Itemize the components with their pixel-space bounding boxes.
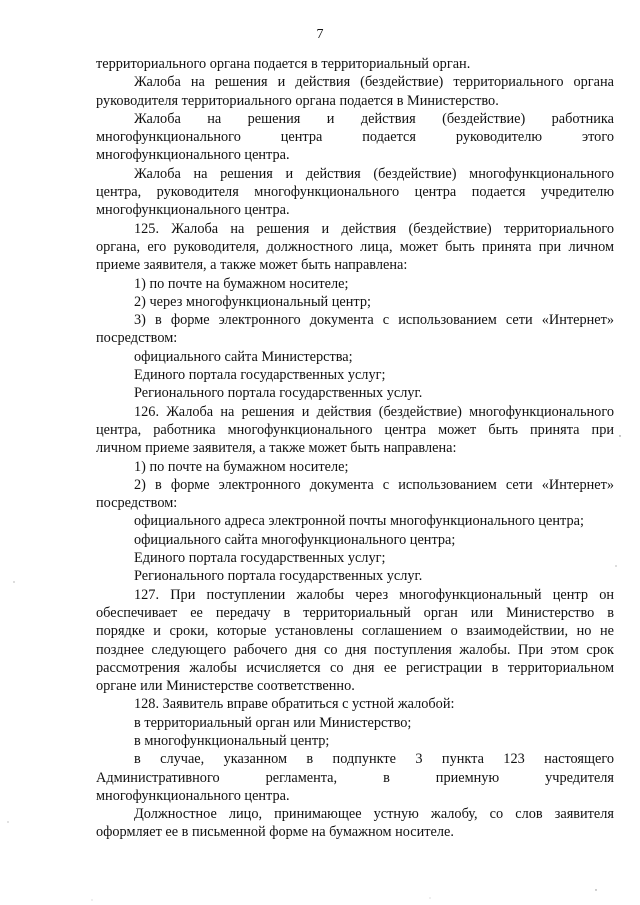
text-line: 3) в форме электронного документа с использованием сети «Интернет» [134,312,614,329]
text-line: Административного регламента, в приемную учредителя [96,769,614,786]
body-text [96,55,614,842]
text-line: 127. При поступлении жалобы через многофункциональный центр он [134,586,614,603]
text-line: многофункционального центра подается руководителю этого [96,129,614,146]
text-line: официального адреса электронной почты многофункционального центра; [134,513,584,530]
page-number: 7 [316,27,324,42]
text-line: 1) по почте на бумажном носителе; [134,458,349,475]
text-line: Жалоба на решения и действия (бездействие) территориального органа [134,74,614,91]
text-line: приеме заявителя, а также может быть направлена: [96,257,408,274]
text-line: в многофункциональный центр; [134,732,330,749]
text-line: органе или Министерстве соответственно. [96,678,355,695]
text-line: 128. Заявитель вправе обратиться с устной жалобой: [134,696,455,713]
text-line: Единого портала государственных услуг; [134,367,386,384]
text-line: Регионального портала государственных услуг. [134,568,423,585]
text-line: Регионального портала государственных услуг. [134,385,423,402]
text-line: 126. Жалоба на решения и действия (бездействие) многофункционального [134,403,614,420]
text-line: Единого портала государственных услуг; [134,550,386,567]
text-line: многофункционального центра. [96,787,290,804]
text-line: Жалоба на решения и действия (бездействие) работника [134,110,614,127]
text-line: многофункционального центра. [96,147,290,164]
text-line: 2) в форме электронного документа с использованием сети «Интернет» [134,476,614,493]
text-line: официального сайта Министерства; [134,348,353,365]
text-line: центра, работника многофункционального центра может быть принята при [96,421,614,438]
text-line: посредством: [96,495,178,512]
text-line: в территориальный орган или Министерство; [134,714,412,731]
text-line: рассмотрения жалобы исчисляется со дня ее регистрации в территориальном [96,659,614,676]
text-line: 2) через многофункциональный центр; [134,293,371,310]
text-line: центра, руководителя многофункционального центра подается учредителю [96,184,614,201]
text-line: 125. Жалоба на решения и действия (бездействие) территориального [134,220,614,237]
text-line: в случае, указанном в подпункте 3 пункта 123 настоящего [134,751,614,768]
text-line: 1) по почте на бумажном носителе; [134,275,349,292]
text-line: органа, его руководителя, должностного лица, может быть принята при личном [96,238,614,255]
text-line: руководителя территориального органа подается в Министерство. [96,92,499,109]
text-line: официального сайта многофункционального центра; [134,531,456,548]
text-line: позднее следующего рабочего дня со дня поступления жалобы. При этом срок [96,641,614,658]
text-line: Жалоба на решения и действия (бездействие) многофункционального [134,165,614,182]
text-line: личном приеме заявителя, а также может быть направлена: [96,440,457,457]
text-line: обеспечивает ее передачу в территориальный орган или Министерство в [96,604,614,621]
text-line: порядке и сроки, которые установлены соглашением о взаимодействии, но не [96,623,614,640]
text-line: посредством: [96,330,178,347]
text-line: оформляет ее в письменной форме на бумажном носителе. [96,824,454,841]
text-line: территориального органа подается в территориальный орган. [96,56,471,72]
text-line: Должностное лицо, принимающее устную жалобу, со слов заявителя [134,806,614,823]
text-line: многофункционального центра. [96,202,290,219]
